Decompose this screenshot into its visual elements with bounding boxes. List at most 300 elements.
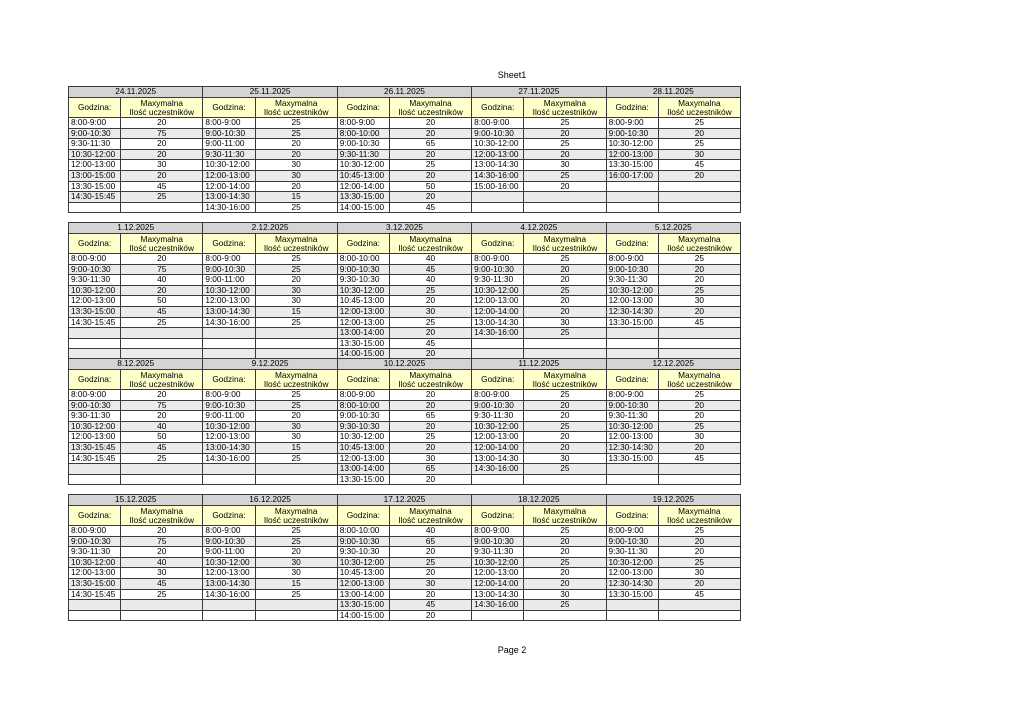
day-date-cell: 17.12.2025: [337, 495, 471, 506]
table-row: [69, 296, 741, 307]
capacity-cell: [121, 202, 203, 213]
time-slot-cell: 8:00-9:00: [337, 390, 389, 401]
capacity-label-line2: Ilość uczestników: [532, 242, 598, 253]
capacity-cell: 30: [524, 160, 606, 171]
capacity-cell: [658, 610, 740, 621]
time-slot-cell: 14:30-15:45: [69, 192, 121, 203]
time-slot-cell: 8:00-9:00: [606, 526, 658, 537]
table-row: [69, 536, 741, 547]
capacity-cell: 15: [255, 578, 337, 589]
capacity-cell: [658, 202, 740, 213]
capacity-cell: 25: [524, 170, 606, 181]
time-slot-cell: 9:00-10:30: [69, 536, 121, 547]
time-slot-cell: 12:00-13:00: [69, 568, 121, 579]
day-date-cell: 16.12.2025: [203, 495, 337, 506]
day-date-cell: 28.11.2025: [606, 87, 740, 98]
time-slot-cell: 13:00-14:00: [337, 328, 389, 339]
capacity-cell: 20: [524, 568, 606, 579]
time-slot-cell: [69, 202, 121, 213]
hour-column-header: [203, 98, 255, 118]
capacity-column-header: [658, 506, 740, 526]
capacity-cell: 15: [255, 306, 337, 317]
day-date-cell: 15.12.2025: [69, 495, 203, 506]
capacity-cell: 25: [524, 328, 606, 339]
time-slot-cell: 13:30-15:00: [606, 317, 658, 328]
table-row: [69, 390, 741, 401]
capacity-column-header: [389, 234, 471, 254]
capacity-cell: 45: [389, 202, 471, 213]
time-slot-cell: 16:00-17:00: [606, 170, 658, 181]
time-slot-cell: 14:30-16:00: [203, 202, 255, 213]
capacity-cell: 30: [658, 296, 740, 307]
capacity-cell: 30: [524, 317, 606, 328]
time-slot-cell: 9:30-10:30: [337, 547, 389, 558]
capacity-cell: 20: [658, 411, 740, 422]
capacity-cell: 40: [389, 254, 471, 265]
capacity-label-line2: Ilość uczestników: [667, 378, 732, 389]
hour-label: Godzina:: [77, 238, 112, 248]
time-slot-cell: 10:45-13:00: [337, 442, 389, 453]
capacity-cell: 20: [121, 118, 203, 129]
time-slot-cell: 13:30-15:00: [606, 589, 658, 600]
time-slot-cell: 10:30-12:00: [472, 421, 524, 432]
time-slot-cell: 13:30-15:00: [337, 600, 389, 611]
time-slot-cell: 8:00-9:00: [606, 118, 658, 129]
capacity-cell: 20: [658, 264, 740, 275]
capacity-cell: 25: [658, 139, 740, 150]
capacity-cell: [121, 328, 203, 339]
table-row: [69, 306, 741, 317]
time-slot-cell: 9:30-11:30: [69, 411, 121, 422]
capacity-cell: 25: [524, 285, 606, 296]
capacity-label-line2: Ilość uczestników: [129, 242, 195, 253]
hour-label: Godzina:: [77, 510, 112, 520]
time-slot-cell: 9:30-11:30: [472, 275, 524, 286]
capacity-cell: 20: [121, 170, 203, 181]
table-row: [69, 578, 741, 589]
time-slot-cell: 12:00-13:00: [606, 432, 658, 443]
time-slot-cell: [606, 474, 658, 485]
table-row: [69, 474, 741, 485]
capacity-cell: 30: [389, 453, 471, 464]
capacity-cell: [658, 474, 740, 485]
capacity-cell: 25: [389, 432, 471, 443]
time-slot-cell: 10:30-12:00: [606, 139, 658, 150]
capacity-cell: 20: [121, 526, 203, 537]
capacity-cell: 25: [389, 557, 471, 568]
time-slot-cell: 9:30-11:30: [337, 149, 389, 160]
capacity-cell: 30: [255, 285, 337, 296]
capacity-cell: 20: [524, 296, 606, 307]
capacity-column-header: [121, 370, 203, 390]
table-row: [69, 254, 741, 265]
time-slot-cell: [472, 474, 524, 485]
capacity-cell: 30: [658, 432, 740, 443]
time-slot-cell: 10:30-12:00: [203, 557, 255, 568]
hour-label: Godzina:: [615, 374, 649, 384]
capacity-cell: 45: [389, 264, 471, 275]
time-slot-cell: 9:00-10:30: [337, 411, 389, 422]
capacity-cell: 25: [255, 589, 337, 600]
capacity-cell: 30: [255, 568, 337, 579]
hour-label: Godzina:: [615, 510, 649, 520]
time-slot-cell: 9:00-10:30: [203, 264, 255, 275]
time-slot-cell: 12:00-13:00: [472, 568, 524, 579]
time-slot-cell: 10:45-13:00: [337, 170, 389, 181]
capacity-label-line2: Ilość uczestników: [129, 106, 195, 117]
time-slot-cell: 12:00-13:00: [337, 317, 389, 328]
capacity-label-line2: Ilość uczestników: [398, 106, 463, 117]
capacity-label-line1: Maxymalna: [274, 233, 318, 244]
table-row: [69, 275, 741, 286]
hour-label: Godzina:: [481, 374, 515, 384]
capacity-cell: 20: [524, 128, 606, 139]
time-slot-cell: 14:30-16:00: [472, 170, 524, 181]
time-slot-cell: 9:00-10:30: [337, 536, 389, 547]
capacity-cell: 30: [658, 149, 740, 160]
time-slot-cell: 14:30-15:45: [69, 317, 121, 328]
time-slot-cell: 9:30-11:30: [606, 547, 658, 558]
time-slot-cell: 10:45-13:00: [337, 296, 389, 307]
capacity-cell: 20: [389, 421, 471, 432]
capacity-cell: 45: [121, 578, 203, 589]
hour-label: Godzina:: [615, 238, 649, 248]
capacity-cell: [524, 610, 606, 621]
capacity-cell: [524, 202, 606, 213]
time-slot-cell: 13:00-14:30: [203, 442, 255, 453]
capacity-cell: 20: [389, 296, 471, 307]
schedule-table: [68, 494, 741, 621]
capacity-cell: 30: [255, 432, 337, 443]
capacity-label-line2: Ilość uczestników: [667, 106, 732, 117]
capacity-cell: 65: [389, 139, 471, 150]
hour-column-header: [606, 370, 658, 390]
capacity-cell: 40: [121, 421, 203, 432]
time-slot-cell: 14:30-16:00: [203, 317, 255, 328]
table-row: [69, 264, 741, 275]
day-date-cell: 5.12.2025: [606, 223, 740, 234]
capacity-cell: 25: [658, 254, 740, 265]
time-slot-cell: [606, 464, 658, 475]
capacity-cell: 40: [121, 275, 203, 286]
hour-label: Godzina:: [481, 238, 515, 248]
time-slot-cell: 12:00-13:00: [203, 432, 255, 443]
time-slot-cell: 9:00-10:30: [606, 128, 658, 139]
time-slot-cell: [69, 610, 121, 621]
time-slot-cell: 9:30-11:30: [606, 275, 658, 286]
table-row: [69, 600, 741, 611]
hour-column-header: [606, 98, 658, 118]
capacity-cell: 45: [121, 181, 203, 192]
capacity-cell: 20: [389, 610, 471, 621]
hour-label: Godzina:: [212, 102, 246, 112]
capacity-cell: [524, 474, 606, 485]
capacity-cell: 20: [255, 181, 337, 192]
capacity-cell: 20: [658, 578, 740, 589]
capacity-cell: 20: [658, 306, 740, 317]
time-slot-cell: 12:00-14:00: [203, 181, 255, 192]
capacity-cell: [255, 338, 337, 349]
capacity-cell: 20: [389, 442, 471, 453]
time-slot-cell: 9:00-11:00: [203, 547, 255, 558]
capacity-cell: 20: [389, 128, 471, 139]
time-slot-cell: 8:00-9:00: [69, 254, 121, 265]
capacity-cell: [658, 338, 740, 349]
capacity-cell: 25: [121, 192, 203, 203]
capacity-cell: 45: [389, 338, 471, 349]
capacity-cell: [255, 600, 337, 611]
time-slot-cell: 12:00-13:00: [69, 296, 121, 307]
capacity-cell: 20: [658, 128, 740, 139]
hour-column-header: [69, 234, 121, 254]
time-slot-cell: 14:30-16:00: [472, 600, 524, 611]
time-slot-cell: 8:00-10:00: [337, 400, 389, 411]
capacity-cell: 25: [524, 557, 606, 568]
capacity-cell: 20: [121, 149, 203, 160]
capacity-cell: 45: [121, 442, 203, 453]
time-slot-cell: 9:30-11:30: [69, 275, 121, 286]
day-date-cell: 9.12.2025: [203, 359, 337, 370]
date-header-row: [69, 87, 741, 98]
capacity-label-line1: Maxymalna: [543, 505, 587, 516]
capacity-column-header: [255, 370, 337, 390]
table-row: [69, 432, 741, 443]
time-slot-cell: [606, 328, 658, 339]
capacity-cell: 45: [389, 600, 471, 611]
hour-column-header: [472, 234, 524, 254]
hour-label: Godzina:: [481, 510, 515, 520]
time-slot-cell: 8:00-9:00: [203, 526, 255, 537]
capacity-cell: 20: [658, 442, 740, 453]
table-row: [69, 149, 741, 160]
capacity-cell: 20: [524, 149, 606, 160]
time-slot-cell: 12:30-14:30: [606, 306, 658, 317]
capacity-cell: [121, 610, 203, 621]
capacity-cell: 50: [121, 432, 203, 443]
time-slot-cell: [69, 600, 121, 611]
time-slot-cell: 10:30-12:00: [203, 421, 255, 432]
time-slot-cell: 14:30-15:45: [69, 589, 121, 600]
time-slot-cell: 10:30-12:00: [472, 139, 524, 150]
time-slot-cell: 10:30-12:00: [606, 421, 658, 432]
time-slot-cell: 9:30-11:30: [606, 411, 658, 422]
time-slot-cell: 15:00-16:00: [472, 181, 524, 192]
capacity-cell: 25: [121, 317, 203, 328]
table-row: [69, 202, 741, 213]
day-date-cell: 3.12.2025: [337, 223, 471, 234]
capacity-cell: 25: [658, 285, 740, 296]
capacity-cell: [121, 474, 203, 485]
capacity-cell: 20: [524, 536, 606, 547]
capacity-cell: 30: [389, 578, 471, 589]
capacity-label-line1: Maxymalna: [140, 233, 183, 244]
capacity-label-line2: Ilość uczestników: [532, 106, 598, 117]
time-slot-cell: 14:30-16:00: [472, 464, 524, 475]
capacity-cell: 25: [658, 557, 740, 568]
capacity-cell: 25: [255, 453, 337, 464]
time-slot-cell: 8:00-10:00: [337, 128, 389, 139]
capacity-label-line1: Maxymalna: [140, 369, 183, 380]
time-slot-cell: 9:00-11:00: [203, 411, 255, 422]
capacity-column-header: [389, 370, 471, 390]
date-header-row: [69, 495, 741, 506]
time-slot-cell: 8:00-9:00: [69, 118, 121, 129]
time-slot-cell: 13:00-14:30: [203, 578, 255, 589]
time-slot-cell: [606, 600, 658, 611]
capacity-column-header: [389, 98, 471, 118]
capacity-cell: 20: [524, 306, 606, 317]
time-slot-cell: 12:00-13:00: [337, 578, 389, 589]
time-slot-cell: 10:30-12:00: [69, 149, 121, 160]
time-slot-cell: 13:00-14:00: [337, 464, 389, 475]
capacity-label-line2: Ilość uczestników: [532, 514, 598, 525]
time-slot-cell: 10:30-12:00: [69, 421, 121, 432]
time-slot-cell: 9:30-10:30: [337, 421, 389, 432]
hour-column-header: [606, 506, 658, 526]
week-table-2: [68, 222, 741, 360]
time-slot-cell: [472, 192, 524, 203]
time-slot-cell: 9:30-11:30: [472, 411, 524, 422]
table-row: [69, 411, 741, 422]
capacity-column-header: [389, 506, 471, 526]
table-row: [69, 192, 741, 203]
capacity-cell: 15: [255, 192, 337, 203]
time-slot-cell: 12:00-13:00: [606, 149, 658, 160]
schedule-table: [68, 86, 741, 213]
capacity-cell: [658, 464, 740, 475]
capacity-cell: 30: [255, 421, 337, 432]
hour-label: Godzina:: [346, 510, 380, 520]
time-slot-cell: 9:00-11:00: [203, 275, 255, 286]
time-slot-cell: 13:30-15:00: [69, 181, 121, 192]
capacity-cell: [658, 192, 740, 203]
time-slot-cell: 13:30-15:00: [337, 474, 389, 485]
time-slot-cell: 12:00-13:00: [203, 296, 255, 307]
time-slot-cell: 9:00-10:30: [337, 264, 389, 275]
time-slot-cell: 10:30-12:00: [606, 285, 658, 296]
time-slot-cell: 12:00-13:00: [606, 568, 658, 579]
schedule-table: [68, 222, 741, 360]
table-row: [69, 181, 741, 192]
capacity-cell: 20: [255, 139, 337, 150]
page-footer: Page 2: [497, 645, 527, 655]
capacity-cell: 20: [524, 411, 606, 422]
time-slot-cell: [203, 338, 255, 349]
day-date-cell: 25.11.2025: [203, 87, 337, 98]
capacity-label-line2: Ilość uczestników: [667, 514, 732, 525]
capacity-cell: 30: [524, 589, 606, 600]
table-row: [69, 453, 741, 464]
capacity-column-header: [121, 234, 203, 254]
capacity-label-line1: Maxymalna: [678, 369, 721, 380]
day-date-cell: 18.12.2025: [472, 495, 606, 506]
table-row: [69, 464, 741, 475]
time-slot-cell: [606, 192, 658, 203]
time-slot-cell: [203, 474, 255, 485]
capacity-cell: 25: [658, 390, 740, 401]
time-slot-cell: 12:30-14:30: [606, 578, 658, 589]
time-slot-cell: 13:30-15:00: [606, 160, 658, 171]
capacity-cell: 20: [389, 118, 471, 129]
capacity-cell: 25: [255, 118, 337, 129]
day-date-cell: 26.11.2025: [337, 87, 471, 98]
capacity-cell: 20: [121, 254, 203, 265]
capacity-cell: 25: [524, 254, 606, 265]
capacity-cell: 20: [658, 170, 740, 181]
capacity-cell: 25: [255, 317, 337, 328]
time-slot-cell: 13:00-15:00: [69, 170, 121, 181]
capacity-cell: 50: [121, 296, 203, 307]
capacity-label-line2: Ilość uczestników: [263, 106, 329, 117]
capacity-cell: 25: [658, 118, 740, 129]
time-slot-cell: 9:00-10:30: [203, 400, 255, 411]
capacity-cell: 45: [121, 306, 203, 317]
time-slot-cell: 12:00-13:00: [472, 432, 524, 443]
capacity-label-line1: Maxymalna: [543, 97, 587, 108]
capacity-column-header: [524, 98, 606, 118]
time-slot-cell: 8:00-9:00: [472, 118, 524, 129]
capacity-cell: 25: [255, 390, 337, 401]
capacity-column-header: [658, 370, 740, 390]
time-slot-cell: 9:30-11:30: [69, 547, 121, 558]
time-slot-cell: 12:00-13:00: [69, 160, 121, 171]
capacity-cell: 30: [121, 160, 203, 171]
time-slot-cell: 8:00-9:00: [203, 254, 255, 265]
capacity-cell: 20: [658, 536, 740, 547]
capacity-label-line1: Maxymalna: [140, 505, 183, 516]
hour-label: Godzina:: [77, 374, 112, 384]
column-header-row: [69, 234, 741, 254]
hour-column-header: [337, 370, 389, 390]
time-slot-cell: 12:00-13:00: [203, 170, 255, 181]
capacity-cell: 45: [658, 453, 740, 464]
capacity-cell: 25: [524, 421, 606, 432]
capacity-cell: 20: [524, 264, 606, 275]
capacity-cell: 15: [255, 442, 337, 453]
time-slot-cell: [69, 464, 121, 475]
time-slot-cell: 13:30-15:00: [606, 453, 658, 464]
capacity-cell: 40: [389, 275, 471, 286]
capacity-cell: 20: [389, 390, 471, 401]
capacity-cell: 75: [121, 128, 203, 139]
table-row: [69, 400, 741, 411]
time-slot-cell: 13:00-14:30: [203, 192, 255, 203]
time-slot-cell: 14:00-15:00: [337, 610, 389, 621]
capacity-cell: 20: [389, 568, 471, 579]
time-slot-cell: 8:00-9:00: [337, 118, 389, 129]
capacity-column-header: [658, 234, 740, 254]
time-slot-cell: 8:00-9:00: [69, 390, 121, 401]
time-slot-cell: [203, 610, 255, 621]
time-slot-cell: [472, 338, 524, 349]
time-slot-cell: 9:00-10:30: [203, 536, 255, 547]
day-date-cell: 24.11.2025: [69, 87, 203, 98]
capacity-cell: 20: [121, 390, 203, 401]
time-slot-cell: 14:30-15:45: [69, 453, 121, 464]
capacity-cell: 25: [524, 600, 606, 611]
capacity-cell: 25: [658, 526, 740, 537]
hour-column-header: [203, 506, 255, 526]
capacity-cell: 20: [121, 139, 203, 150]
capacity-label-line1: Maxymalna: [409, 97, 452, 108]
day-date-cell: 8.12.2025: [69, 359, 203, 370]
time-slot-cell: 13:30-15:45: [69, 442, 121, 453]
capacity-cell: 20: [255, 149, 337, 160]
capacity-cell: 20: [389, 170, 471, 181]
capacity-cell: 20: [255, 275, 337, 286]
hour-column-header: [203, 370, 255, 390]
time-slot-cell: 9:00-10:30: [472, 264, 524, 275]
